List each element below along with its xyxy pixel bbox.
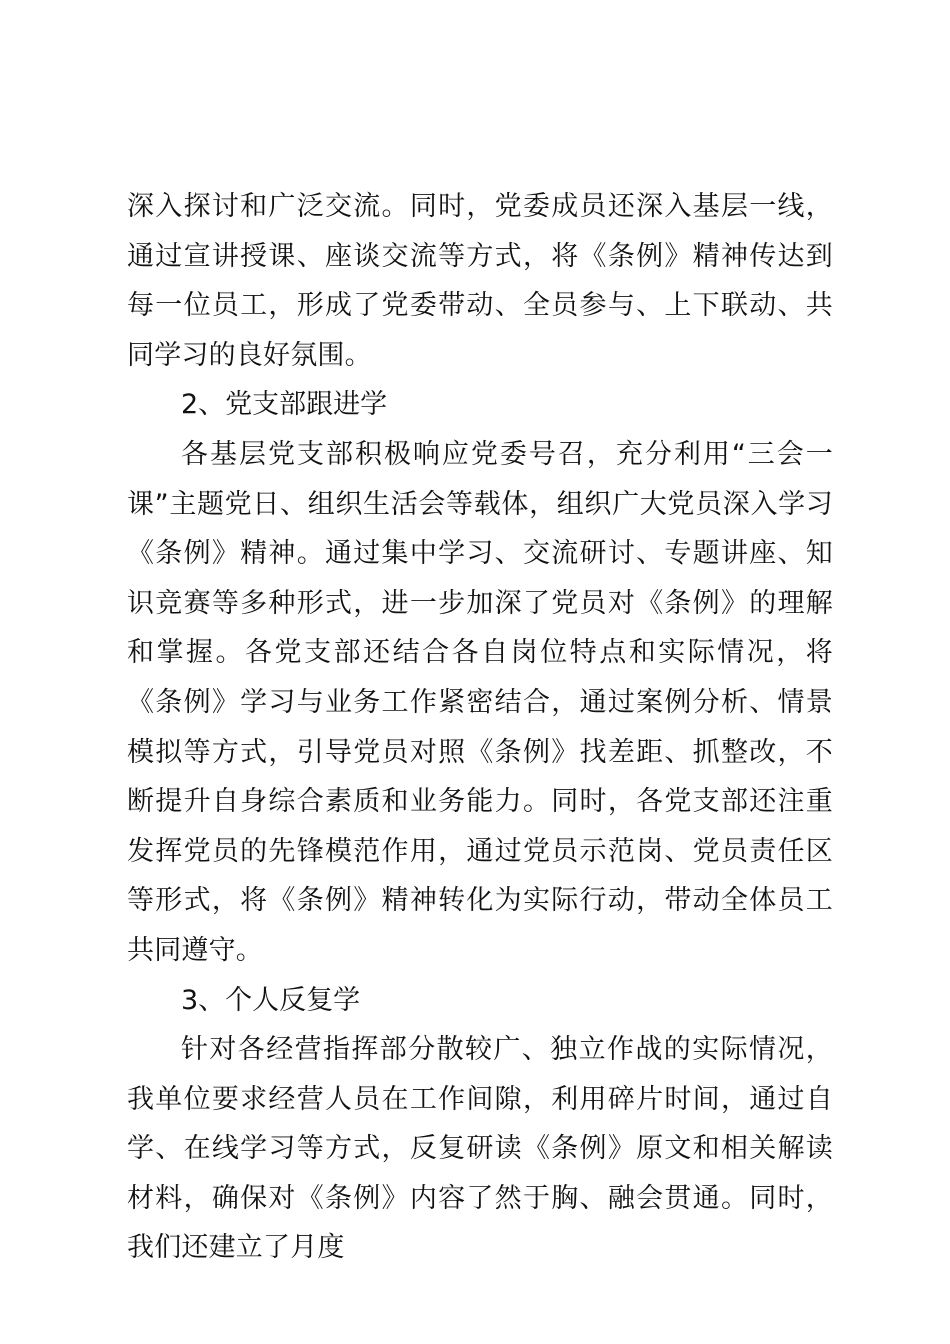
paragraph-branch-study: 各基层党支部积极响应党委号召，充分利用“三会一课”主题党日、组织生活会等载体，组织广大党员深入学习《条例》精神。通过集中学习、交流研讨、专题讲座、知识竞赛等多种形式，进一步加深了党员对《条例》的理解和掌握。各党支部还结合各自岗位特点和实际情况，将《条例》学习与业务工作紧密结合，通过案例分析、情景模拟等方式，引导党员对照《条例》找差距、抓整改，不断提升自身综合素质和业务能力。同时，各党支部还注重发挥党员的先锋模范作用，通过党员示范岗、党员责任区等形式，将《条例》精神转化为实际行动，带动全体员工共同遵守。 (127, 438, 833, 966)
section-heading-2: 2、党支部跟进学 (181, 389, 388, 421)
section-heading-3: 3、个人反复学 (181, 984, 361, 1016)
paragraph-continuation: 深入探讨和广泛交流。同时，党委成员还深入基层一线，通过宣讲授课、座谈交流等方式，将《条例》精神传达到每一位员工，形成了党委带动、全员参与、上下联动、共同学习的良好氛围。 (127, 191, 833, 371)
paragraph-individual-study: 针对各经营指挥部分散较广、独立作战的实际情况，我单位要求经营人员在工作间隙，利用碎片时间，通过自学、在线学习等方式，反复研读《条例》原文和相关解读材料，确保对《条例》内容了然于胸、融会贯通。同时，我们还建立了月度 (127, 1034, 833, 1264)
document-body (127, 182, 833, 1273)
